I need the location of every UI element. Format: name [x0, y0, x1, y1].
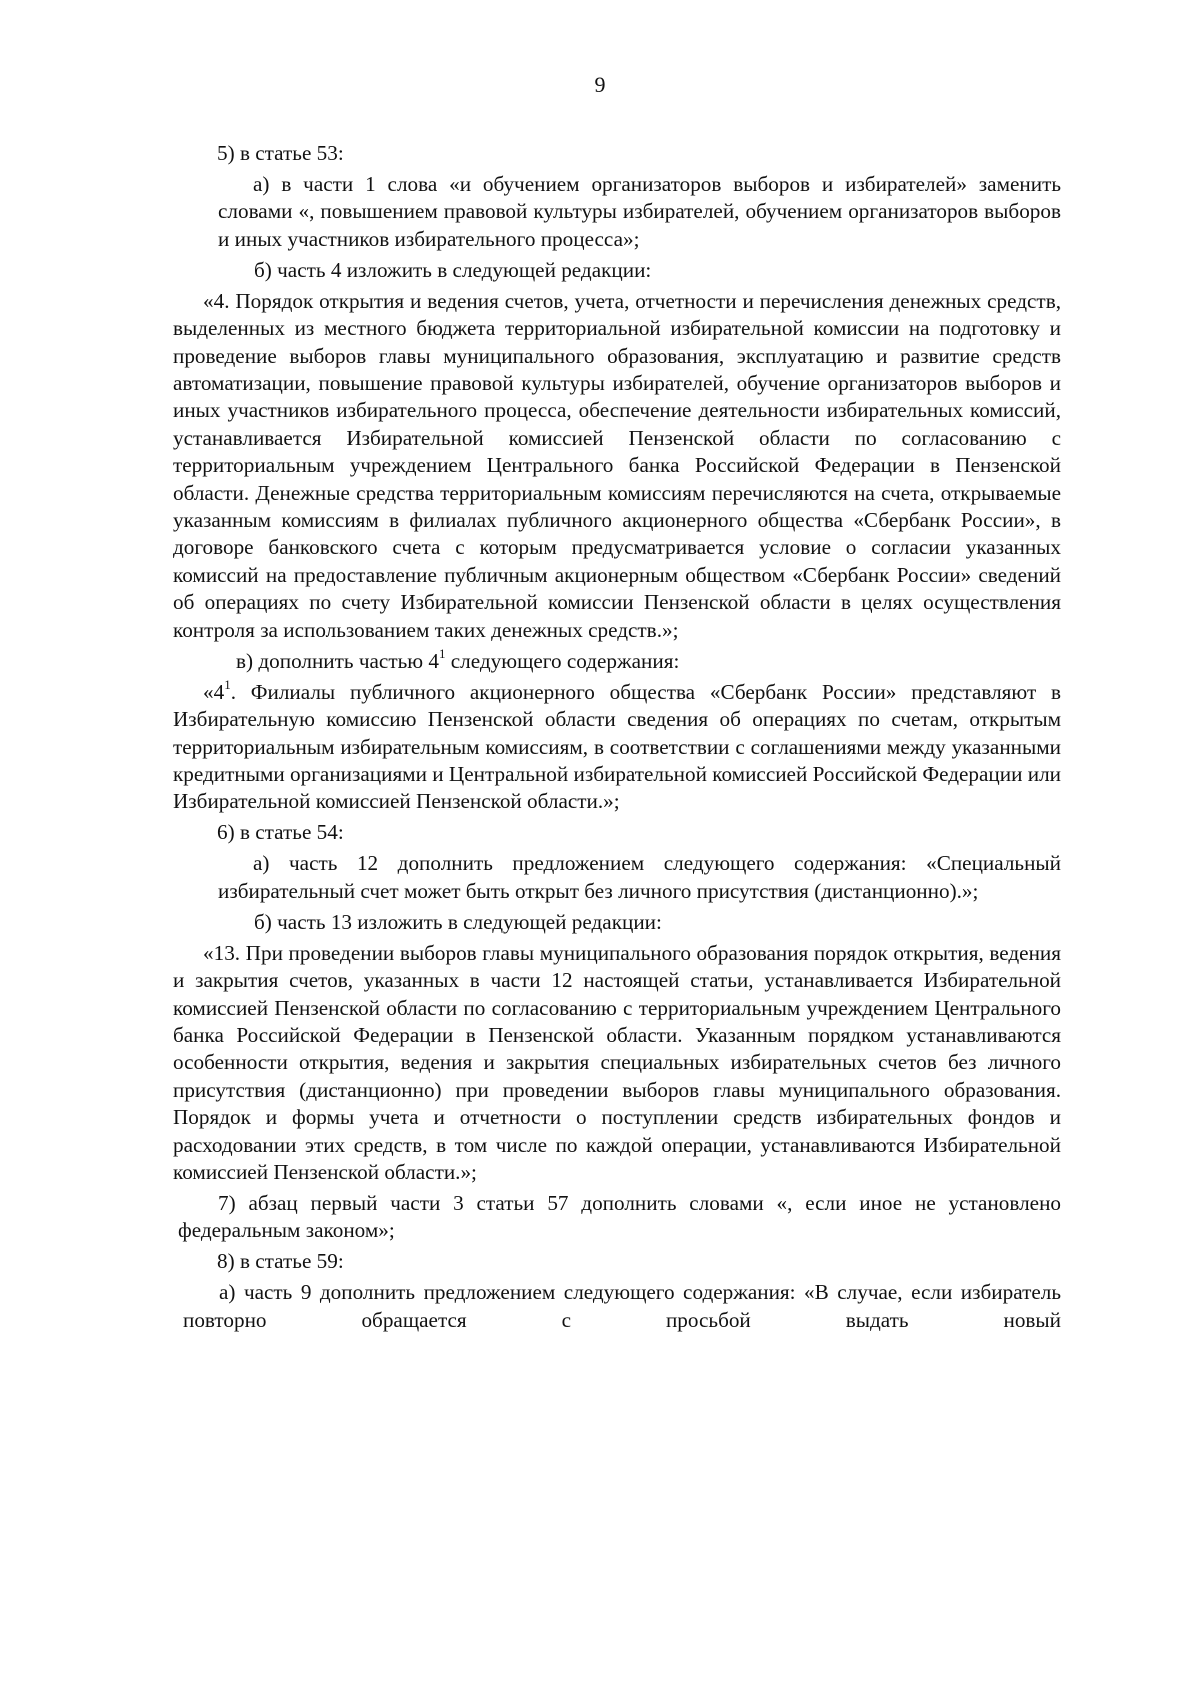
paragraph-article-57: 7) абзац первый части 3 статьи 57 дополнить словами «, если иное не установлено федеральным законом»;: [178, 1190, 1061, 1243]
paragraph-part-4-1-text: . Филиалы публичного акционерного общества «Сбербанк России» представляют в Избирательную комиссию Пензенской области сведения об операциях по счетам, открытым территориальным избирательным комиссиям, в соответствии с соглашениями между указанными кредитными организациями и Центральной избирательной комиссией Российской Федерации или Избирательной комиссией Пензенской области.»;: [173, 679, 1061, 814]
paragraph-article-54: 6) в статье 54:: [217, 820, 344, 845]
paragraph-54-a: а) часть 12 дополнить предложением следующего содержания: «Специальный избирательный счет может быть открыт без личного присутствия (дистанционно).»;: [218, 851, 1061, 903]
paragraph-53-v-text: в) дополнить частью 4: [236, 648, 439, 673]
paragraph-part-13: «13. При проведении выборов главы муниципального образования порядок открытия, ведения и закрытия счетов, указанных в части 12 настоящей статьи, устанавливается Избирательной комиссией Пензенской области по согласованию с территориальным учреждением Центрального банка Российской Федерации в Пензенской области. Указанным порядком устанавливаются особенности открытия, ведения и закрытия специальных избирательных счетов без личного присутствия (дистанционно) при проведении выборов главы муниципального образования. Порядок и формы учета и отчетности о поступлении средств избирательных фондов и расходовании этих средств, в том числе по каждой операции, устанавливаются Избирательной комиссией Пензенской области.»;: [173, 940, 1061, 1184]
paragraph-article-59: 8) в статье 59:: [217, 1249, 344, 1274]
paragraph-59-a: а) часть 9 дополнить предложением следующего содержания: «В случае, если избиратель повторно обращается с просьбой выдать новый: [183, 1280, 1061, 1332]
document-body: [173, 140, 1061, 1338]
paragraph-53-a: а) в части 1 слова «и обучением организаторов выборов и избирателей» заменить словами «, повышением правовой культуры избирателей, обучением организаторов выборов и иных участников избирательного процесса»;: [218, 172, 1061, 251]
paragraph-article-53: 5) в статье 53:: [217, 141, 344, 165]
superscript-1: 1: [224, 676, 231, 692]
paragraph-part-4: «4. Порядок открытия и ведения счетов, учета, отчетности и перечисления денежных средств, выделенных из местного бюджета территориальной избирательной комиссии на подготовку и проведение выборов главы муниципального образования, эксплуатацию и развитие средств автоматизации, повышение правовой культуры избирателей, обучение организаторов выборов и иных участников избирательного процесса, обеспечение деятельности избирательных комиссий, устанавливается Избирательной комиссией Пензенской области по согласованию с территориальным учреждением Центрального банка Российской Федерации в Пензенской области. Денежные средства территориальным комиссиям перечисляются на счета, открываемые указанным комиссиям в филиалах публичного акционерного общества «Сбербанк России», в договоре банковского счета с которым предусматривается условие о согласии указанных комиссий на предоставление публичным акционерным обществом «Сбербанк России» сведений об операциях по счету Избирательной комиссии Пензенской области в целях осуществления контроля за использованием таких денежных средств.»;: [173, 288, 1061, 642]
paragraph-part-4-1-start: «4: [203, 679, 225, 704]
superscript-1: 1: [438, 645, 446, 661]
paragraph-53-v-text-end: следующего содержания:: [445, 648, 680, 673]
paragraph-53-v: [173, 645, 1061, 675]
page-number: 9: [594, 72, 606, 97]
paragraph-53-b: б) часть 4 изложить в следующей редакции:: [254, 257, 652, 282]
paragraph-54-b: б) часть 13 изложить в следующей редакции:: [254, 909, 662, 934]
paragraph-part-4-1: [173, 676, 1061, 816]
